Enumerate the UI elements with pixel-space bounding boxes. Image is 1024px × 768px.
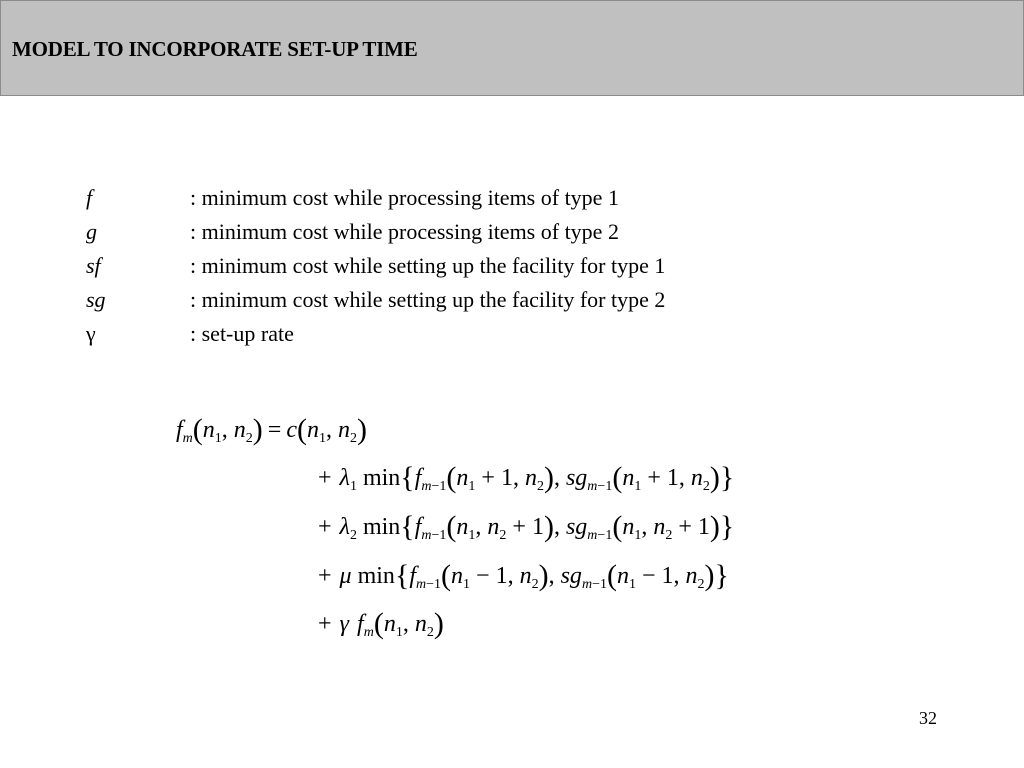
slide-title: MODEL TO INCORPORATE SET-UP TIME bbox=[12, 37, 418, 61]
title-bar bbox=[0, 0, 1024, 96]
equation-line-2: + $\lambda_1$ $\min\{f_{m-1}(n_1 + 1$, $n_2$), $sg_{m-1}(n_1 + 1$, $n_2$)} bbox=[318, 461, 735, 494]
definition-symbol: sg bbox=[86, 287, 106, 312]
definition-description: : minimum cost while processing items of type 1 bbox=[190, 185, 619, 210]
equation-line-3: + $\lambda_2$ $\min\{f_{m-1}(n_1$, $n_2 + 1$), $sg_{m-1}(n_1$, $n_2 + 1$)} bbox=[318, 510, 735, 543]
definition-description: : set-up rate bbox=[190, 321, 294, 346]
definition-description: : minimum cost while setting up the facility for type 1 bbox=[190, 253, 666, 278]
equation-line-5: + γ $f_m(n_1$, $n_2$) bbox=[318, 607, 444, 640]
definition-symbol: g bbox=[86, 219, 97, 244]
definition-symbol: f bbox=[86, 185, 93, 210]
definition-symbol: sf bbox=[86, 253, 101, 278]
equation-line-1: $f_m(n_1$, $n_2) = c(n_1$, $n_2$) bbox=[176, 413, 367, 446]
definition-description: : minimum cost while processing items of type 2 bbox=[190, 219, 619, 244]
definition-description: : minimum cost while setting up the facility for type 2 bbox=[190, 287, 666, 312]
equation-line-4: + μ $\min\{f_{m-1}(n_1 - 1$, $n_2$), $sg_{m-1}(n_1 - 1$, $n_2$)} bbox=[318, 559, 729, 592]
definition-symbol: γ bbox=[86, 321, 96, 346]
page-number: 32 bbox=[919, 708, 937, 728]
